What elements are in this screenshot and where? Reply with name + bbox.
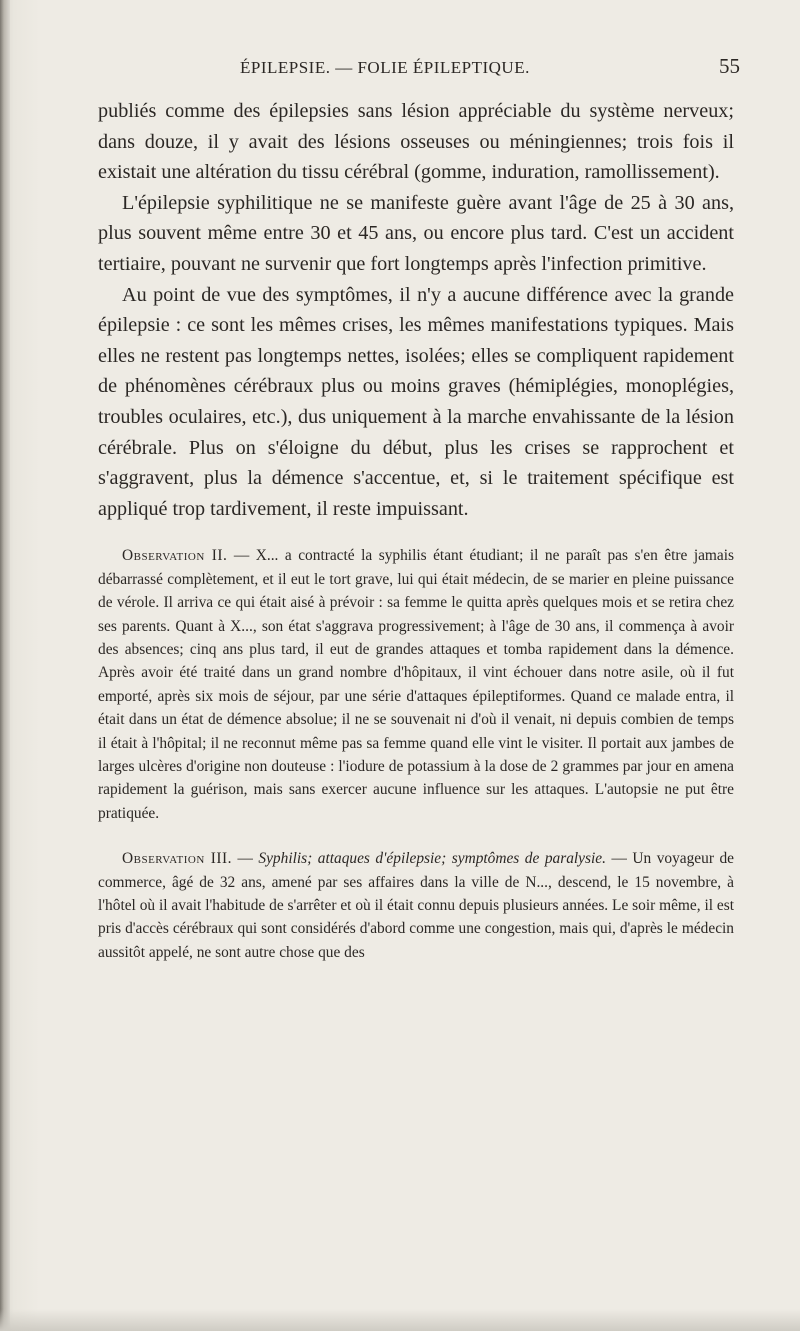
observation-3 (98, 847, 734, 964)
running-title: ÉPILEPSIE. — FOLIE ÉPILEPTIQUE. (240, 58, 530, 77)
paragraph-1: publiés comme des épilepsies sans lésion appréciable du système nerveux; dans douze, il y avait des lésions osseuses ou méningiennes; trois fois il existait une altération du tissu cérébral (gomme, induration, ramollissement). (98, 100, 734, 184)
observation-2-heading: Observation II. (122, 547, 228, 565)
body-text (98, 96, 734, 964)
paragraph-3: Au point de vue des symptômes, il n'y a aucune différence avec la grande épilepsie : ce sont les mêmes crises, les mêmes manifestations typiques. Mais elles ne restent pas longtemps nettes, isolées; elles se compliquent rapidement de phénomènes cérébraux plus ou moins graves (hémiplégies, monoplégies, troubles oculaires, etc.), dus uniquement à la marche envahissante de la lésion cérébrale. Plus on s'éloigne du début, plus les crises se rapprochent et s'aggravent, plus la démence s'accentue, et, si le traitement spécifique est appliqué trop tardivement, il reste impuissant. (98, 283, 734, 520)
observation-3-text: — Un voyageur de commerce, âgé de 32 ans, amené par ses affaires dans la ville de N..., descend, le 15 novembre, à l'hôtel où il avait l'habitude de s'arrêter et où il était connu depuis plusieurs années. Le soir même, il est pris d'accès cérébraux qui sont considérés d'abord comme une congestion, mais qui, d'après le médecin aussitôt appelé, ne sont autre chose que des (98, 850, 734, 961)
observation-3-title: Syphilis; attaques d'épilepsie; symptômes de paralysie. (258, 850, 606, 868)
observation-3-dash: — (232, 850, 259, 868)
observation-3-heading: Observation III. (122, 850, 232, 868)
paragraph-2: L'épilepsie syphilitique ne se manifeste guère avant l'âge de 25 à 30 ans, plus souvent même entre 30 et 45 ans, ou encore plus tard. C'est un accident tertiaire, pouvant ne survenir que fort longtemps après l'infection primitive. (98, 191, 734, 275)
page-spine-shadow (0, 0, 10, 1331)
observation-2 (98, 544, 734, 825)
page-header (100, 54, 740, 88)
page-number: 55 (719, 54, 740, 78)
observation-2-text: — X... a contracté la syphilis étant étudiant; il ne paraît pas s'en être jamais débarrassé complètement, et il eut le tort grave, lui qui était médecin, de se marier en pleine puissance de vérole. Il arriva ce qui était aisé à prévoir : sa femme le quitta après quelques mois et se retira chez ses parents. Quant à X..., son état s'aggrava progressivement; à l'âge de 30 ans, il commença à avoir des absences; cinq ans plus tard, il eut de grandes attaques et tomba rapidement dans la démence. Après avoir été traité dans un grand nombre d'hôpitaux, il vint échouer dans notre asile, où il fut emporté, après six mois de séjour, par une série d'attaques épileptiformes. Quand ce malade entra, il était dans un état de démence absolue; il ne se souvenait ni d'où il venait, ni depuis combien de temps il était à l'hôpital; il ne reconnut même pas sa femme quand elle vint le visiter. Il portait aux jambes de larges ulcères d'origine non douteuse : l'iodure de potassium à la dose de 2 grammes par jour en amena rapidement la guérison, mais sans exercer aucune influence sur les attaques. L'autopsie ne put être pratiquée. (98, 547, 734, 822)
page-bottom-shadow (0, 1309, 800, 1331)
